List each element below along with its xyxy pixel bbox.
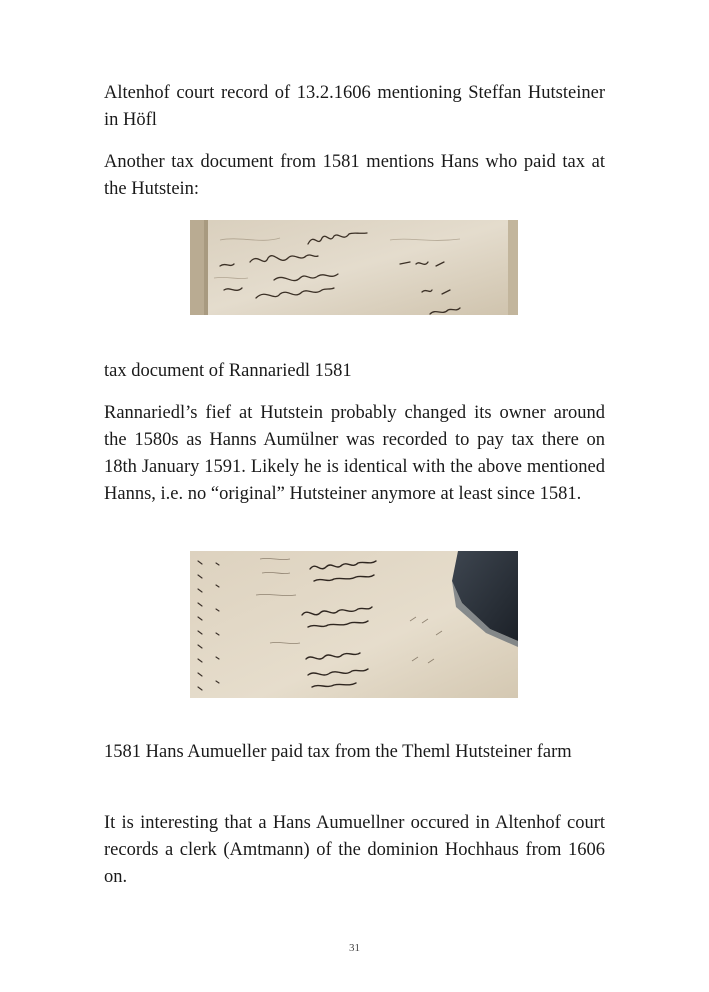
caption-tax-document: tax document of Rannariedl 1581 [104, 361, 352, 381]
tax-register-photo-1591 [190, 551, 518, 698]
page-number: 31 [349, 942, 360, 954]
paragraph-fief-change: Rannariedl’s fief at Hutstein probably changed its owner around the 1580s as Hanns Aumülner was recorded to pay tax there on 18th January 1591. Likely he is identical with the above mentioned Hanns, i.e. no “original” Hutsteiner anymore at least since 1581. [104, 403, 605, 504]
paragraph-clerk-note: It is interesting that a Hans Aumuellner occured in Altenhof court records a clerk (Amtmann) of the dominion Hochhaus from 1606 on. [104, 813, 605, 887]
paragraph-tax-1581: Another tax document from 1581 mentions Hans who paid tax at the Hutstein: [104, 152, 605, 199]
caption-aumueller: 1581 Hans Aumueller paid tax from the Theml Hutsteiner farm [104, 742, 572, 762]
caption-court-record: Altenhof court record of 13.2.1606 mentioning Steffan Hutsteiner in Höfl [104, 83, 605, 130]
tax-register-photo-1581 [190, 220, 518, 315]
